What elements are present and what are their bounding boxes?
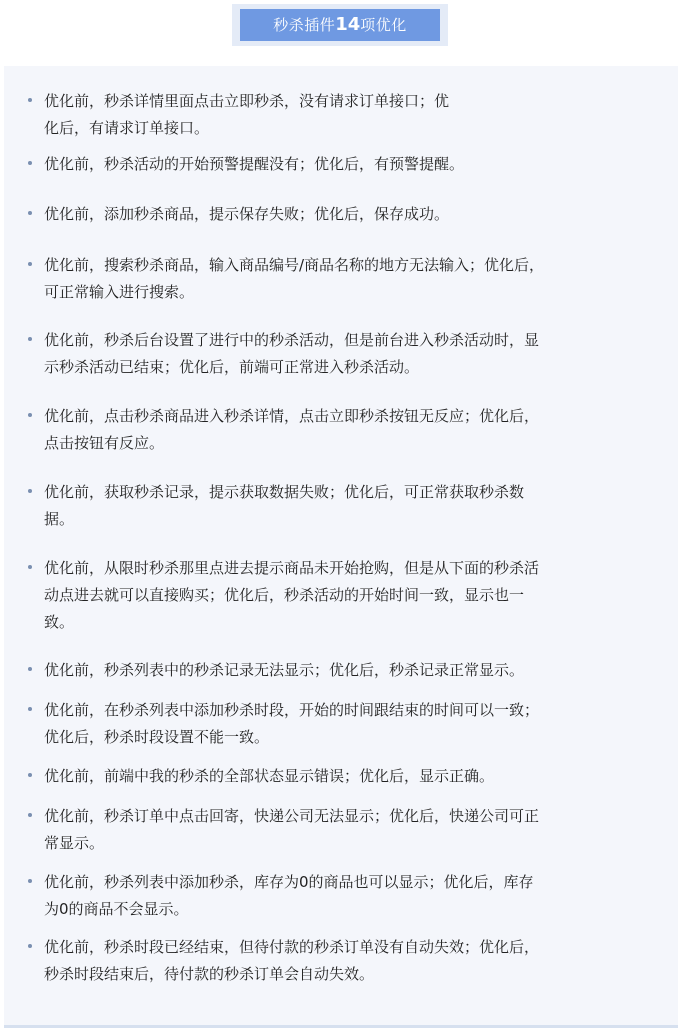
list-item	[44, 803, 654, 857]
title-banner	[232, 4, 448, 46]
bullet-dot	[28, 773, 32, 777]
list-item-text: 优化前，从限时秒杀那里点进去提示商品未开始抢购，但是从下面的秒杀活 动点进去就可以直接购买；优化后，秒杀活动的开始时间一致，显示也一 致。	[44, 559, 540, 631]
bullet-dot	[28, 262, 32, 266]
list-item-text: 优化前，在秒杀列表中添加秒杀时段，开始的时间跟结束的时间可以一致； 优化后，秒杀时段设置不能一致。	[44, 701, 540, 746]
list-item-text: 优化前，秒杀后台设置了进行中的秒杀活动，但是前台进入秒杀活动时，显 示秒杀活动已结束；优化后，前端可正常进入秒杀活动。	[44, 331, 540, 376]
list-item-text: 优化前，秒杀活动的开始预警提醒没有；优化后，有预警提醒。	[44, 155, 465, 173]
bullet-dot	[28, 489, 32, 493]
list-item-text: 优化前，秒杀详情里面点击立即秒杀，没有请求订单接口；优 化后，有请求订单接口。	[44, 92, 450, 137]
list-item	[44, 763, 654, 790]
title-number: 14	[335, 14, 361, 35]
bullet-dot	[28, 98, 32, 102]
bullet-dot	[28, 813, 32, 817]
list-item	[44, 201, 654, 228]
list-item-text: 优化前，添加秒杀商品，提示保存失败；优化后，保存成功。	[44, 205, 450, 223]
list-item-text: 优化前，前端中我的秒杀的全部状态显示错误；优化后，显示正确。	[44, 767, 495, 785]
list-item	[44, 151, 654, 178]
list-item	[44, 657, 654, 684]
list-item	[44, 555, 654, 636]
bullet-dot	[28, 707, 32, 711]
list-item-text: 优化前，点击秒杀商品进入秒杀详情，点击立即秒杀按钮无反应；优化后， 点击按钮有反应。	[44, 407, 540, 452]
bullet-dot	[28, 337, 32, 341]
list-item	[44, 479, 654, 533]
bullet-dot	[28, 211, 32, 215]
list-item-text: 优化前，搜索秒杀商品，输入商品编号/商品名称的地方无法输入；优化后， 可正常输入进行搜索。	[44, 256, 545, 301]
bullet-dot	[28, 944, 32, 948]
list-item-text: 优化前，秒杀订单中点击回寄，快递公司无法显示；优化后，快递公司可正 常显示。	[44, 807, 540, 852]
list-item-text: 优化前，获取秒杀记录，提示获取数据失败；优化后，可正常获取秒杀数 据。	[44, 483, 525, 528]
bullet-dot	[28, 879, 32, 883]
list-item	[44, 88, 654, 142]
list-item	[44, 869, 654, 923]
list-item	[44, 252, 654, 306]
list-item	[44, 934, 654, 988]
title-suffix: 项优化	[360, 16, 407, 34]
bullet-dot	[28, 161, 32, 165]
list-item-text: 优化前，秒杀列表中添加秒杀，库存为0的商品也可以显示；优化后，库存 为0的商品不会显示。	[44, 873, 534, 918]
title-banner-label	[240, 9, 440, 41]
bullet-dot	[28, 413, 32, 417]
optimization-list	[4, 66, 678, 1028]
list-item	[44, 403, 654, 457]
title-prefix: 秒杀插件	[273, 16, 336, 34]
bullet-dot	[28, 667, 32, 671]
list-item-text: 优化前，秒杀时段已经结束，但待付款的秒杀订单没有自动失效；优化后， 秒杀时段结束后，待付款的秒杀订单会自动失效。	[44, 938, 540, 983]
list-item	[44, 327, 654, 381]
list-item-text: 优化前，秒杀列表中的秒杀记录无法显示；优化后，秒杀记录正常显示。	[44, 661, 525, 679]
bullet-dot	[28, 565, 32, 569]
list-item	[44, 697, 654, 751]
